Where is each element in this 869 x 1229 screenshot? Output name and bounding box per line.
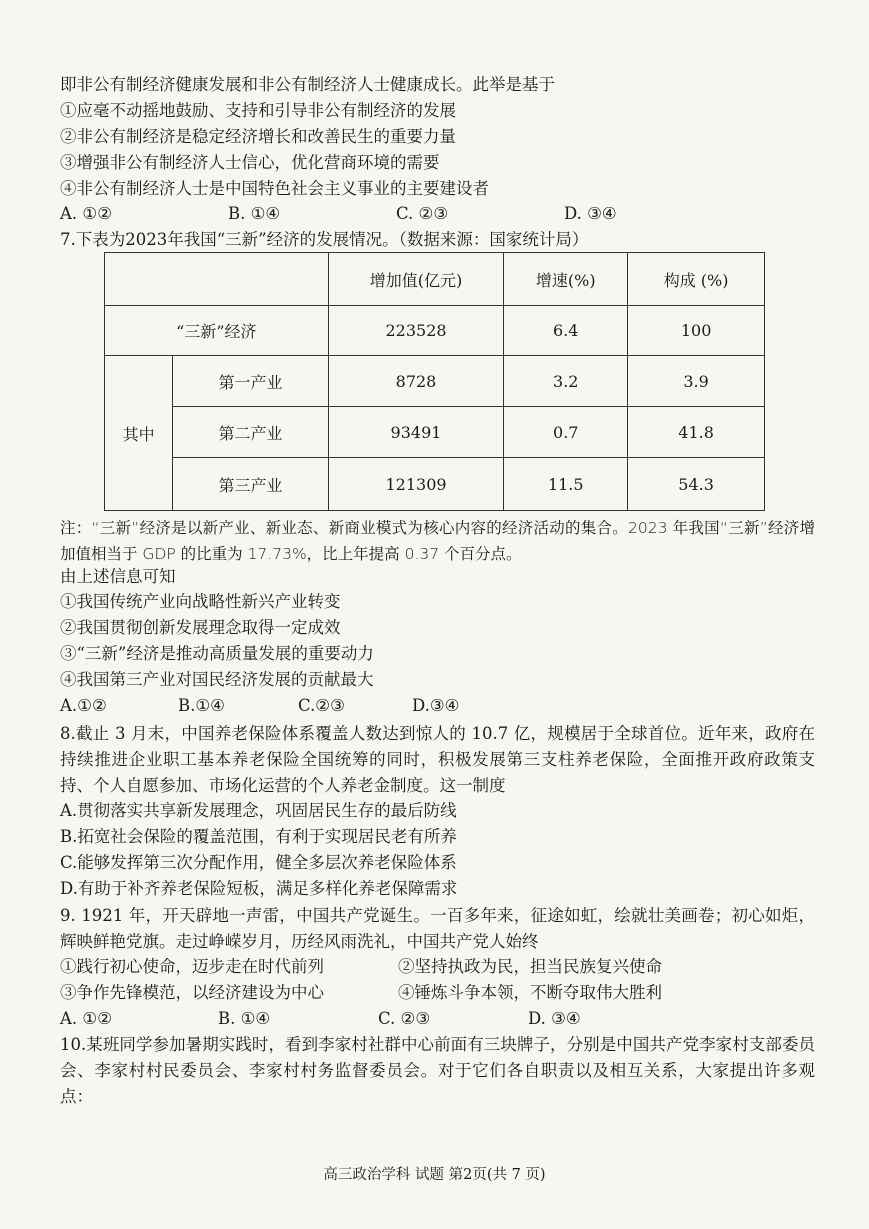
q6-item-2: ②非公有制经济是稳定经济增长和改善民生的重要力量 [60, 127, 456, 146]
q8-option-c: C.能够发挥第三次分配作用，健全多层次养老保险体系 [60, 853, 457, 872]
cell-tertiary-growth: 11.5 [504, 458, 628, 511]
cell-primary-growth: 3.2 [504, 356, 628, 407]
table-row-secondary [105, 407, 765, 458]
cell-total-value-added: 223528 [328, 306, 504, 356]
q9-item-3: ③争作先锋模范，以经济建设为中心 [60, 983, 324, 1002]
cell-total-composition: 100 [628, 306, 765, 356]
q9-option-a: A. ①② [60, 1009, 112, 1028]
cell-secondary-composition: 41.8 [628, 407, 765, 458]
q7-option-b: B.①④ [178, 696, 225, 715]
cell-primary-composition: 3.9 [628, 356, 765, 407]
cell-primary-value-added: 8728 [328, 356, 504, 407]
q6-option-a: A. ①② [60, 204, 112, 223]
q6-item-1: ①应毫不动摇地鼓励、支持和引导非公有制经济的发展 [60, 101, 456, 120]
row-label-primary: 第一产业 [173, 356, 328, 407]
q8-option-a: A.贯彻落实共享新发展理念，巩固居民生存的最后防线 [60, 801, 457, 820]
table-corner-cell [105, 253, 329, 306]
q6-option-b: B. ①④ [228, 204, 281, 223]
q10-stem: 10.某班同学参加暑期实践时，看到李家村社群中心前面有三块牌子，分别是中国共产党李家村支部委员会、李家村村民委员会、李家村村务监督委员会。对于它们各自职责以及相互关系，大家提出许多观点： [60, 1035, 815, 1106]
q9-option-d: D. ③④ [528, 1009, 581, 1028]
row-label-secondary: 第二产业 [173, 407, 328, 458]
q9-item-1: ①践行初心使命，迈步走在时代前列 [60, 957, 324, 976]
cell-total-growth: 6.4 [504, 306, 628, 356]
cell-tertiary-value-added: 121309 [328, 458, 504, 511]
q8-option-d: D.有助于补齐养老保险短板，满足多样化养老保障需求 [60, 879, 458, 898]
header-composition: 构成 (%) [628, 253, 765, 306]
q8-option-b: B.拓宽社会保险的覆盖范围，有利于实现居民老有所养 [60, 827, 457, 846]
q7-item-4: ④我国第三产业对国民经济发展的贡献最大 [60, 670, 374, 689]
page-footer: 高三政治学科 试题 第2页(共 7 页) [323, 1167, 546, 1183]
q6-option-c: C. ②③ [396, 204, 449, 223]
q9-stem: 9. 1921 年，开天辟地一声雷，中国共产党诞生。一百多年来，征途如虹，绘就壮美画卷；初心如炬，辉映鲜艳党旗。走过峥嵘岁月，历经风雨洗礼，中国共产党人始终 [60, 906, 815, 951]
q9-item-2: ②坚持执政为民，担当民族复兴使命 [398, 957, 662, 976]
cell-tertiary-composition: 54.3 [628, 458, 765, 511]
q7-item-2: ②我国贯彻创新发展理念取得一定成效 [60, 618, 341, 637]
q7-option-d: D.③④ [412, 696, 460, 715]
q7-option-a: A.①② [60, 696, 107, 715]
row-label-tertiary: 第三产业 [173, 458, 328, 511]
q7-item-3: ③“三新”经济是推动高质量发展的重要动力 [60, 644, 374, 663]
cell-secondary-value-added: 93491 [328, 407, 504, 458]
q7-lead: 由上述信息可知 [60, 567, 176, 586]
q9-option-c: C. ②③ [378, 1009, 431, 1028]
header-growth-rate: 增速(%) [504, 253, 628, 306]
q7-stem: 7.下表为2023年我国“三新”经济的发展情况。（数据来源：国家统计局） [60, 230, 589, 249]
table-header-row [105, 253, 765, 306]
sanxin-economy-table [104, 252, 765, 511]
q6-option-d: D. ③④ [564, 204, 617, 223]
q6-item-3: ③增强非公有制经济人士信心，优化营商环境的需要 [60, 153, 440, 172]
table-row-total [105, 306, 765, 356]
q6-item-4: ④非公有制经济人士是中国特色社会主义事业的主要建设者 [60, 179, 489, 198]
q6-stem-tail: 即非公有制经济健康发展和非公有制经济人士健康成长。此举是基于 [60, 75, 555, 94]
row-label-total: “三新”经济 [105, 306, 329, 356]
q9-option-b: B. ①④ [218, 1009, 271, 1028]
header-value-added: 增加值(亿元) [328, 253, 504, 306]
table-note: 注：“三新”经济是以新产业、新业态、新商业模式为核心内容的经济活动的集合。2023 年我国“三新”经济增加值相当于 GDP 的比重为 17.73%，比上年提高 0.37 个百分点。 [60, 519, 815, 563]
cell-secondary-growth: 0.7 [504, 407, 628, 458]
q8-stem: 8.截止 3 月末，中国养老保险体系覆盖人数达到惊人的 10.7 亿，规模居于全球首位。近年来，政府在持续推进企业职工基本养老保险全国统筹的同时，积极发展第三支柱养老保险，全面推开政府政策支持、个人自愿参加、市场化运营的个人养老金制度。这一制度 [60, 724, 815, 795]
q9-item-4: ④锤炼斗争本领，不断夺取伟大胜利 [398, 983, 662, 1002]
group-label-of-which: 其中 [105, 356, 173, 511]
q7-option-c: C.②③ [298, 696, 345, 715]
q7-item-1: ①我国传统产业向战略性新兴产业转变 [60, 592, 341, 611]
table-row-primary [105, 356, 765, 407]
table-row-tertiary [105, 458, 765, 511]
